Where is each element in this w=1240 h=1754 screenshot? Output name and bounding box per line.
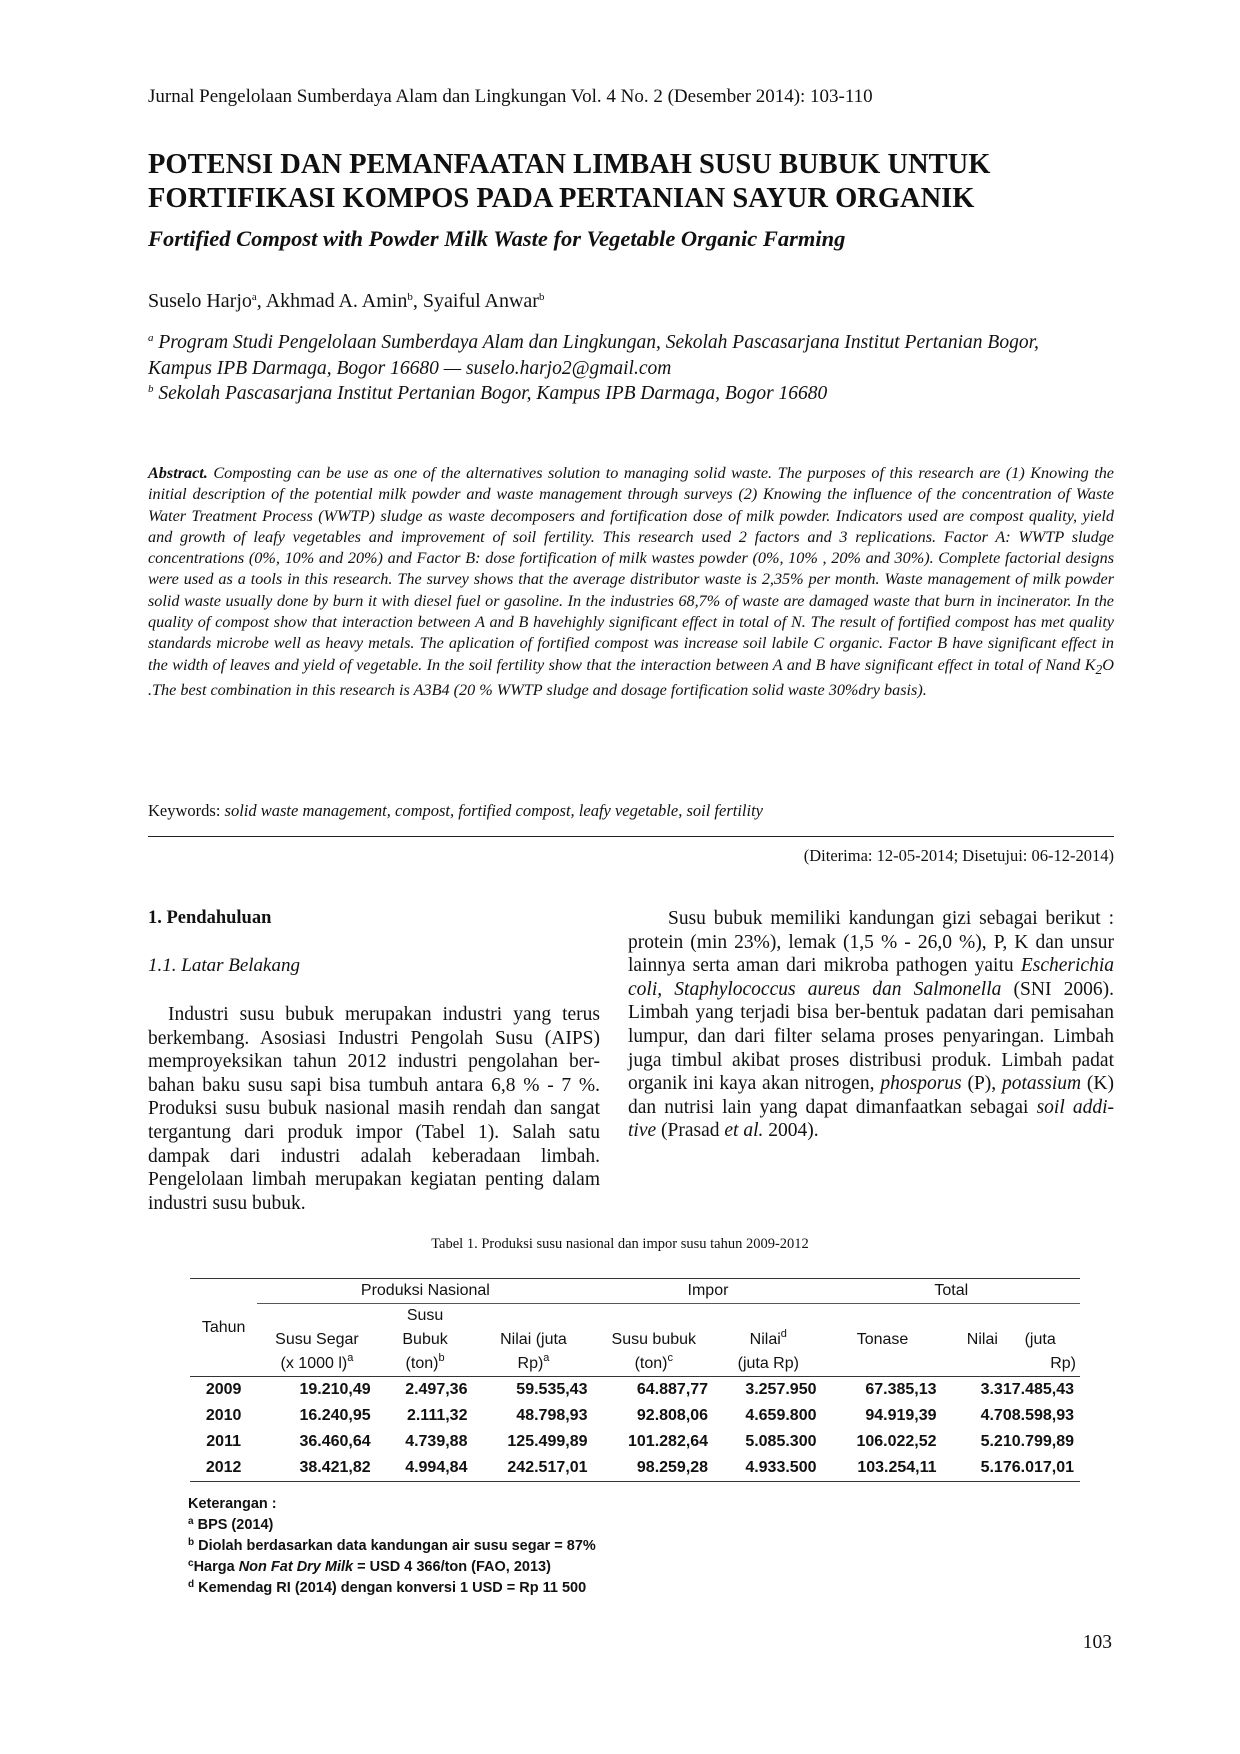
header-impor-susu-bubuk-unit — [593, 1352, 714, 1377]
author-name: Akhmad A. Amin — [265, 290, 408, 312]
keywords-list: solid waste management, compost, fortified compost, leafy vegetable, soil fertility — [224, 801, 763, 820]
paragraph-text: (K) dan nutrisi lain yang dapat dimanfaatkan sebagai — [628, 1073, 1114, 1118]
header-tahun: Tahun — [190, 1279, 257, 1377]
table-row — [190, 1403, 1080, 1429]
table-cell: 4.994,84 — [377, 1455, 474, 1482]
author-affiliation-mark: b — [407, 291, 413, 303]
table-row — [190, 1429, 1080, 1455]
divider — [148, 836, 1114, 837]
table-cell: 242.517,01 — [473, 1455, 593, 1482]
paragraph-text: Susu bubuk memiliki kandungan gizi sebagai berikut : protein (min 23%), lemak (1,5 % - 26,0 %), P, K dan unsur lainnya serta aman dari mikroba pathogen yaitu — [628, 908, 1114, 977]
header-total-nilai-unit: Rp) — [1050, 1355, 1076, 1372]
table-cell: 4.739,88 — [405, 1433, 468, 1450]
note-text-italic: Non Fat Dry Milk — [238, 1559, 354, 1575]
header-nilai-unit — [473, 1352, 593, 1377]
header-footnote-mark: b — [438, 1352, 445, 1364]
header-tonase: Tonase — [856, 1331, 909, 1348]
paragraph-italic: phosporus — [880, 1073, 962, 1095]
table-cell: 94.919,39 — [865, 1407, 937, 1424]
header-text: Susu — [406, 1307, 444, 1324]
english-title: Fortified Compost with Powder Milk Waste for Vegetable Organic Farming — [148, 226, 846, 251]
header-text: Nilai — [749, 1331, 781, 1348]
table-cell: 67.385,13 — [823, 1377, 943, 1404]
table-cell: 125.499,89 — [507, 1433, 588, 1450]
note-mark: d — [188, 1579, 195, 1590]
header-group-impor: Impor — [593, 1279, 822, 1304]
table-cell: 2.111,32 — [406, 1407, 468, 1424]
table-cell: 103.254,11 — [823, 1455, 943, 1482]
affiliation-mark: a — [148, 332, 154, 344]
header-impor-nilai — [714, 1304, 822, 1353]
header-susu-segar — [257, 1304, 376, 1353]
note-text: BPS (2014) — [193, 1517, 274, 1533]
abstract-text: Composting can be use as one of the alternatives solution to managing solid waste. The purposes of this research are (1) Knowing the initial description of the potential milk powder and waste management through surveys (2) Knowing the influence of the concentration of Waste Water Treatment Process (WWTP) sludge as waste decomposers and fortification dose of milk powder. Indicators used are compost quality, yield and growth of leafy vegetables and improvement of soil fertility. This research used 2 factors and 3 replications. Factor A: WWTP sludge concentrations (0%, 10% and 20%) and Factor B: dose fortification of milk wastes powder (0%, 10% , 20% and 30%). Complete factorial designs were used as a tools in this research. The survey shows that the average distributor waste is 2,35% per month. Waste management of milk powder solid waste usually done by burn it with diesel fuel or gasoline. In the industries 68,7% of waste are damaged waste that burn in incinerator. In the quality of compost show that interaction between A and B havehighly significant effect in total of N. The result of fortified compost has met quality standards microbe well as heavy metals. The aplication of fortified compost was increase soil labile C organic. Factor B have significant effect in the width of leaves and yield of vegetable. In the soil fertility show that the interaction between A and B have significant effect in total of Nand K — [148, 464, 1114, 674]
table-cell: 4.659.800 — [745, 1407, 817, 1424]
table-cell-year: 2011 — [206, 1433, 241, 1450]
table-cell: 4.933.500 — [714, 1455, 822, 1482]
table-cell: 4.708.598,93 — [980, 1407, 1074, 1424]
body-paragraph-right — [628, 907, 1114, 1143]
header-susu-bubuk-unit — [377, 1352, 474, 1377]
header-impor-nilai-unit: (juta Rp) — [737, 1355, 799, 1372]
author-name: Syaiful Anwar — [422, 290, 539, 312]
table-cell: 64.887,77 — [593, 1377, 714, 1404]
header-text: (ton) — [634, 1355, 668, 1372]
table-cell: 5.085.300 — [745, 1433, 817, 1450]
note-b — [188, 1536, 596, 1557]
subsection-heading: 1.1. Latar Belakang — [148, 955, 300, 976]
header-footnote-mark: d — [780, 1328, 787, 1340]
header-text: Susu bubuk — [611, 1331, 697, 1348]
notes-title: Keterangan : — [188, 1496, 277, 1512]
header-text: Nilai (juta — [500, 1331, 567, 1348]
table-cell: 59.535,43 — [473, 1377, 593, 1404]
paragraph-text: (SNI 2006). Limbah yang terjadi bisa ber-bentuk padatan dari pemisahan lumpur, dan dari filter selama proses penyaringan. Limbah juga timbul akibat proses distribusi produk. Limbah padat organik ini kaya akan nitrogen, — [628, 978, 1114, 1095]
note-mark: a — [188, 1516, 194, 1527]
page-number: 103 — [1082, 1632, 1112, 1653]
header-text: (ton) — [405, 1355, 439, 1372]
table-cell: 48.798,93 — [516, 1407, 588, 1424]
abstract — [148, 463, 1114, 702]
received-accepted-dates: (Diterima: 12-05-2014; Disetujui: 06-12-2014) — [803, 846, 1114, 865]
paragraph-text: 2004). — [763, 1120, 819, 1142]
header-footnote-mark: a — [347, 1352, 354, 1364]
header-impor-susu-bubuk — [593, 1304, 714, 1353]
table-cell-year: 2010 — [205, 1407, 242, 1424]
keywords — [148, 801, 763, 821]
paragraph-italic: Escherichia coli, Staphylococcus aureus dan Salmonella — [628, 955, 1114, 1000]
table-cell-year: 2012 — [190, 1455, 257, 1482]
table-cell: 98.259,28 — [593, 1455, 714, 1482]
paragraph-text: (P), — [961, 1073, 1002, 1095]
table-cell-year: 2009 — [190, 1377, 257, 1404]
author-name: Suselo Harjo — [148, 290, 252, 312]
header-group-total: Total — [823, 1279, 1081, 1304]
abstract-text-tail: O .The best combination in this research is A3B4 (20 % WWTP sludge and dosage fortification solid waste 30%dry basis). — [148, 655, 1114, 700]
note-mark: c — [188, 1558, 194, 1569]
abstract-label: Abstract. — [148, 464, 208, 482]
table-cell: 92.808,06 — [636, 1407, 709, 1424]
abstract-subscript: 2 — [1095, 661, 1103, 677]
affiliation-a — [148, 330, 1128, 382]
affiliation-mark: b — [148, 383, 154, 395]
note-text: Kemendag RI (2014) dengan konversi 1 USD = Rp 11 500 — [194, 1580, 587, 1596]
table-cell: 19.210,49 — [257, 1377, 376, 1404]
author-list — [148, 290, 544, 313]
header-text: Susu Segar — [275, 1331, 359, 1348]
paragraph-italic: et al. — [724, 1120, 764, 1142]
note-c — [188, 1557, 596, 1578]
author-separator: , — [256, 290, 266, 312]
paragraph-text: (Prasad — [656, 1120, 725, 1142]
body-paragraph-left: Industri susu bubuk merupakan industri yang terus berkembang. Asosiasi Industri Pengolah Susu (AIPS) memproyeksikan tahun 2012 industri pengolahan ber-bahan baku susu sapi bisa tumbuh antara 6,8 % - 7 %. Produksi susu bubuk nasional masih rendah dan sangat tergantung dari produk impor (Tabel 1). Salah satu dampak dari industri adalah keberadaan limbah. Pengelolaan limbah merupakan kegiatan penting dalam industri susu bubuk. — [148, 1004, 600, 1214]
table-cell: 2.497,36 — [377, 1377, 474, 1404]
author-affiliation-mark: b — [538, 291, 545, 303]
affiliation-text: Sekolah Pascasarjana Institut Pertanian Bogor, Kampus IPB Darmaga, Bogor 16680 — [153, 383, 828, 404]
author-separator: , — [412, 290, 423, 312]
note-d — [188, 1578, 596, 1599]
paragraph-italic: potassium — [1002, 1073, 1082, 1095]
table-row — [190, 1377, 1080, 1404]
table-row — [190, 1455, 1080, 1482]
header-footnote-mark: a — [543, 1352, 550, 1364]
header-text: Bubuk — [402, 1331, 448, 1348]
note-text: = USD 4 366/ton (FAO, 2013) — [353, 1559, 551, 1575]
author-affiliation-mark: a — [251, 291, 257, 303]
table-cell: 3.257.950 — [714, 1377, 822, 1404]
header-nilai — [473, 1304, 593, 1353]
note-mark: b — [188, 1537, 195, 1548]
section-heading: 1. Pendahuluan — [148, 908, 272, 928]
table-cell: 101.282,64 — [628, 1433, 709, 1450]
keywords-label: Keywords: — [148, 801, 225, 820]
header-susu-bubuk — [377, 1304, 474, 1353]
note-a — [188, 1515, 596, 1536]
header-total-nilai — [943, 1304, 1080, 1353]
table-cell: 36.460,64 — [299, 1433, 371, 1450]
table-caption: Tabel 1. Produksi susu nasional dan impor susu tahun 2009-2012 — [431, 1236, 809, 1252]
table-cell: 16.240,95 — [299, 1407, 371, 1424]
paper-title — [148, 148, 1108, 216]
affiliation-b — [148, 381, 1128, 407]
affiliation-text: Program Studi Pengelolaan Sumberdaya Alam dan Lingkungan, Sekolah Pascasarjana Institut Pertanian Bogor, — [153, 332, 1039, 353]
table-cell: 3.317.485,43 — [943, 1377, 1080, 1404]
data-table — [190, 1278, 1080, 1482]
note-text: Harga — [193, 1559, 239, 1575]
table-cell: 106.022,52 — [856, 1433, 937, 1450]
table-cell: 5.176.017,01 — [943, 1455, 1080, 1482]
title-line-1: POTENSI DAN PEMANFAATAN LIMBAH SUSU BUBUK UNTUK — [148, 149, 991, 180]
table-cell: 38.421,82 — [257, 1455, 376, 1482]
header-text: Rp) — [517, 1355, 544, 1372]
header-group-produksi-nasional: Produksi Nasional — [257, 1279, 593, 1304]
title-line-2: FORTIFIKASI KOMPOS PADA PERTANIAN SAYUR ORGANIK — [148, 183, 975, 214]
journal-header: Jurnal Pengelolaan Sumberdaya Alam dan Lingkungan Vol. 4 No. 2 (Desember 2014): 103-110 — [148, 86, 873, 107]
table-cell: 5.210.799,89 — [980, 1433, 1074, 1450]
note-text: Diolah berdasarkan data kandungan air susu segar = 87% — [194, 1538, 596, 1554]
header-text: Nilai (juta — [966, 1331, 1056, 1348]
header-footnote-mark: c — [667, 1352, 673, 1364]
header-text: (x 1000 l) — [280, 1355, 348, 1372]
paragraph-italic: soil addi-tive — [628, 1096, 1115, 1142]
table-notes — [188, 1494, 596, 1599]
header-susu-segar-unit — [257, 1352, 376, 1377]
affiliation-text: Kampus IPB Darmaga, Bogor 16680 — suselo.harjo2@gmail.com — [148, 358, 672, 379]
